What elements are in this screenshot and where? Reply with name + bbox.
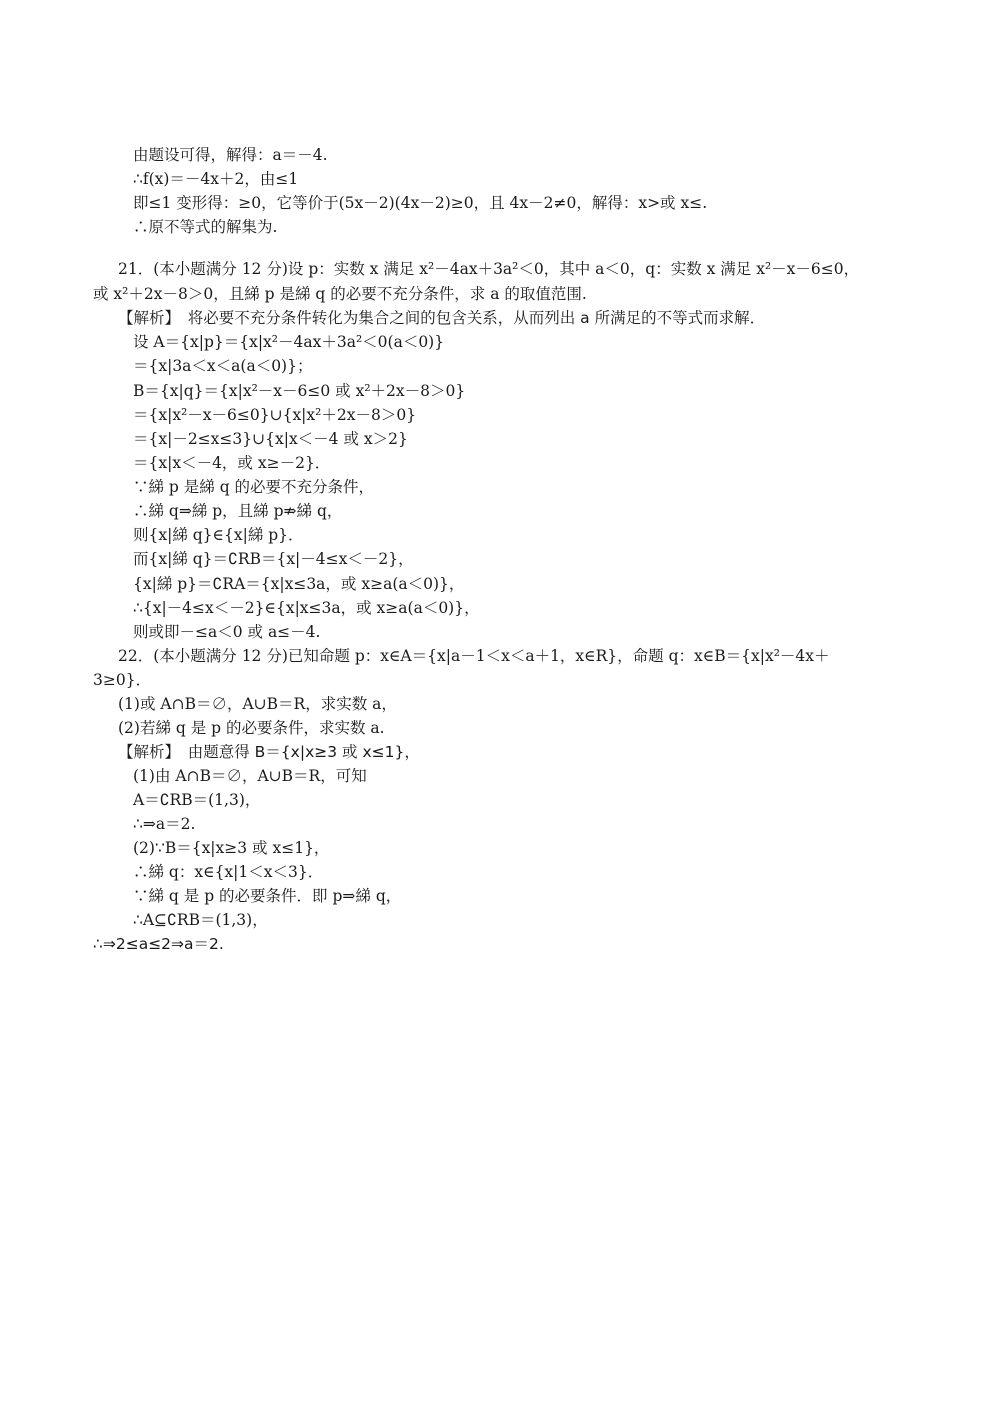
text-line: ∴綈 q：x∈{x|1＜x＜3}． [133, 863, 324, 881]
solution-heading: 【解析】 由题意得 B＝{x|x≥3 或 x≤1}， [118, 743, 420, 761]
text-line: {x|綈 p}＝∁RA＝{x|x≤3a，或 x≥a(a＜0)}， [133, 575, 465, 593]
text-line: ∴{x|－4≤x＜－2}∈{x|x≤3a，或 x≥a(a＜0)}， [133, 599, 480, 617]
text-line: ∴A⊆∁RB＝(1,3)， [133, 911, 268, 929]
text-line: ∴⇒2≤a≤2⇒a＝2. [93, 935, 224, 953]
text-line: 而{x|綈 q}＝∁RB＝{x|－4≤x＜－2}， [133, 550, 414, 568]
text-line: ∵綈 q 是 p 的必要条件．即 p⇒綈 q， [133, 887, 402, 905]
text-line: ∴原不等式的解集为. [133, 218, 278, 236]
text-line: ＝{x|3a＜x＜a(a＜0)}； [133, 357, 313, 375]
text-line: ∴f(x)＝－4x＋2，由≤1 [133, 170, 299, 188]
problem-22-part-2: (2)若綈 q 是 p 的必要条件，求实数 a. [118, 719, 385, 737]
text-line: B＝{x|q}＝{x|x²－x－6≤0 或 x²＋2x－8＞0} [133, 382, 466, 400]
text-line: ∵綈 p 是綈 q 的必要不充分条件， [133, 478, 375, 496]
problem-22-part-1: (1)或 A∩B＝∅，A∪B＝R，求实数 a， [118, 695, 397, 713]
text-line: ∴⇒a＝2. [133, 815, 196, 833]
solution-heading: 【解析】 将必要不充分条件转化为集合之间的包含关系，从而列出 a 所满足的不等式而求解． [118, 309, 766, 327]
text-line: ∴綈 q⇒綈 p，且綈 p⇏綈 q， [133, 502, 343, 520]
text-line: 则{x|綈 q}∈{x|綈 p}． [133, 526, 304, 544]
problem-22-line: 3≥0}． [93, 671, 152, 689]
text-line: ＝{x|－2≤x≤3}∪{x|x＜－4 或 x＞2} [133, 430, 408, 448]
text-line: 设 A＝{x|p}＝{x|x²－4ax＋3a²＜0(a＜0)} [133, 333, 445, 351]
text-line: (1)由 A∩B＝∅，A∪B＝R，可知 [133, 767, 367, 785]
problem-21-line: 21．(本小题满分 12 分)设 p：实数 x 满足 x²－4ax＋3a²＜0，其中 a＜0，q：实数 x 满足 x²－x－6≤0， [118, 260, 860, 278]
problem-21-line: 或 x²＋2x－8＞0，且綈 p 是綈 q 的必要不充分条件，求 a 的取值范围. [93, 285, 587, 303]
text-line: ＝{x|x＜－4，或 x≥－2}． [133, 454, 331, 472]
text-line: 即≤1 变形得：≥0，它等价于(5x－2)(4x－2)≥0，且 4x－2≠0，解得：x>或 x≤. [133, 194, 708, 212]
text-line: ＝{x|x²－x－6≤0}∪{x|x²＋2x－8＞0} [133, 406, 417, 424]
text-line: 由题设可得，解得：a＝－4. [133, 146, 328, 164]
problem-22-line: 22．(本小题满分 12 分)已知命题 p：x∈A＝{x|a－1＜x＜a＋1，x∈R}，命题 q：x∈B＝{x|x²－4x＋ [118, 647, 830, 665]
text-line: (2)∵B＝{x|x≥3 或 x≤1}， [133, 839, 330, 857]
text-line: 则或即－≤a＜0 或 a≤－4. [133, 623, 321, 641]
text-line: A＝∁RB＝(1,3)， [133, 791, 261, 809]
